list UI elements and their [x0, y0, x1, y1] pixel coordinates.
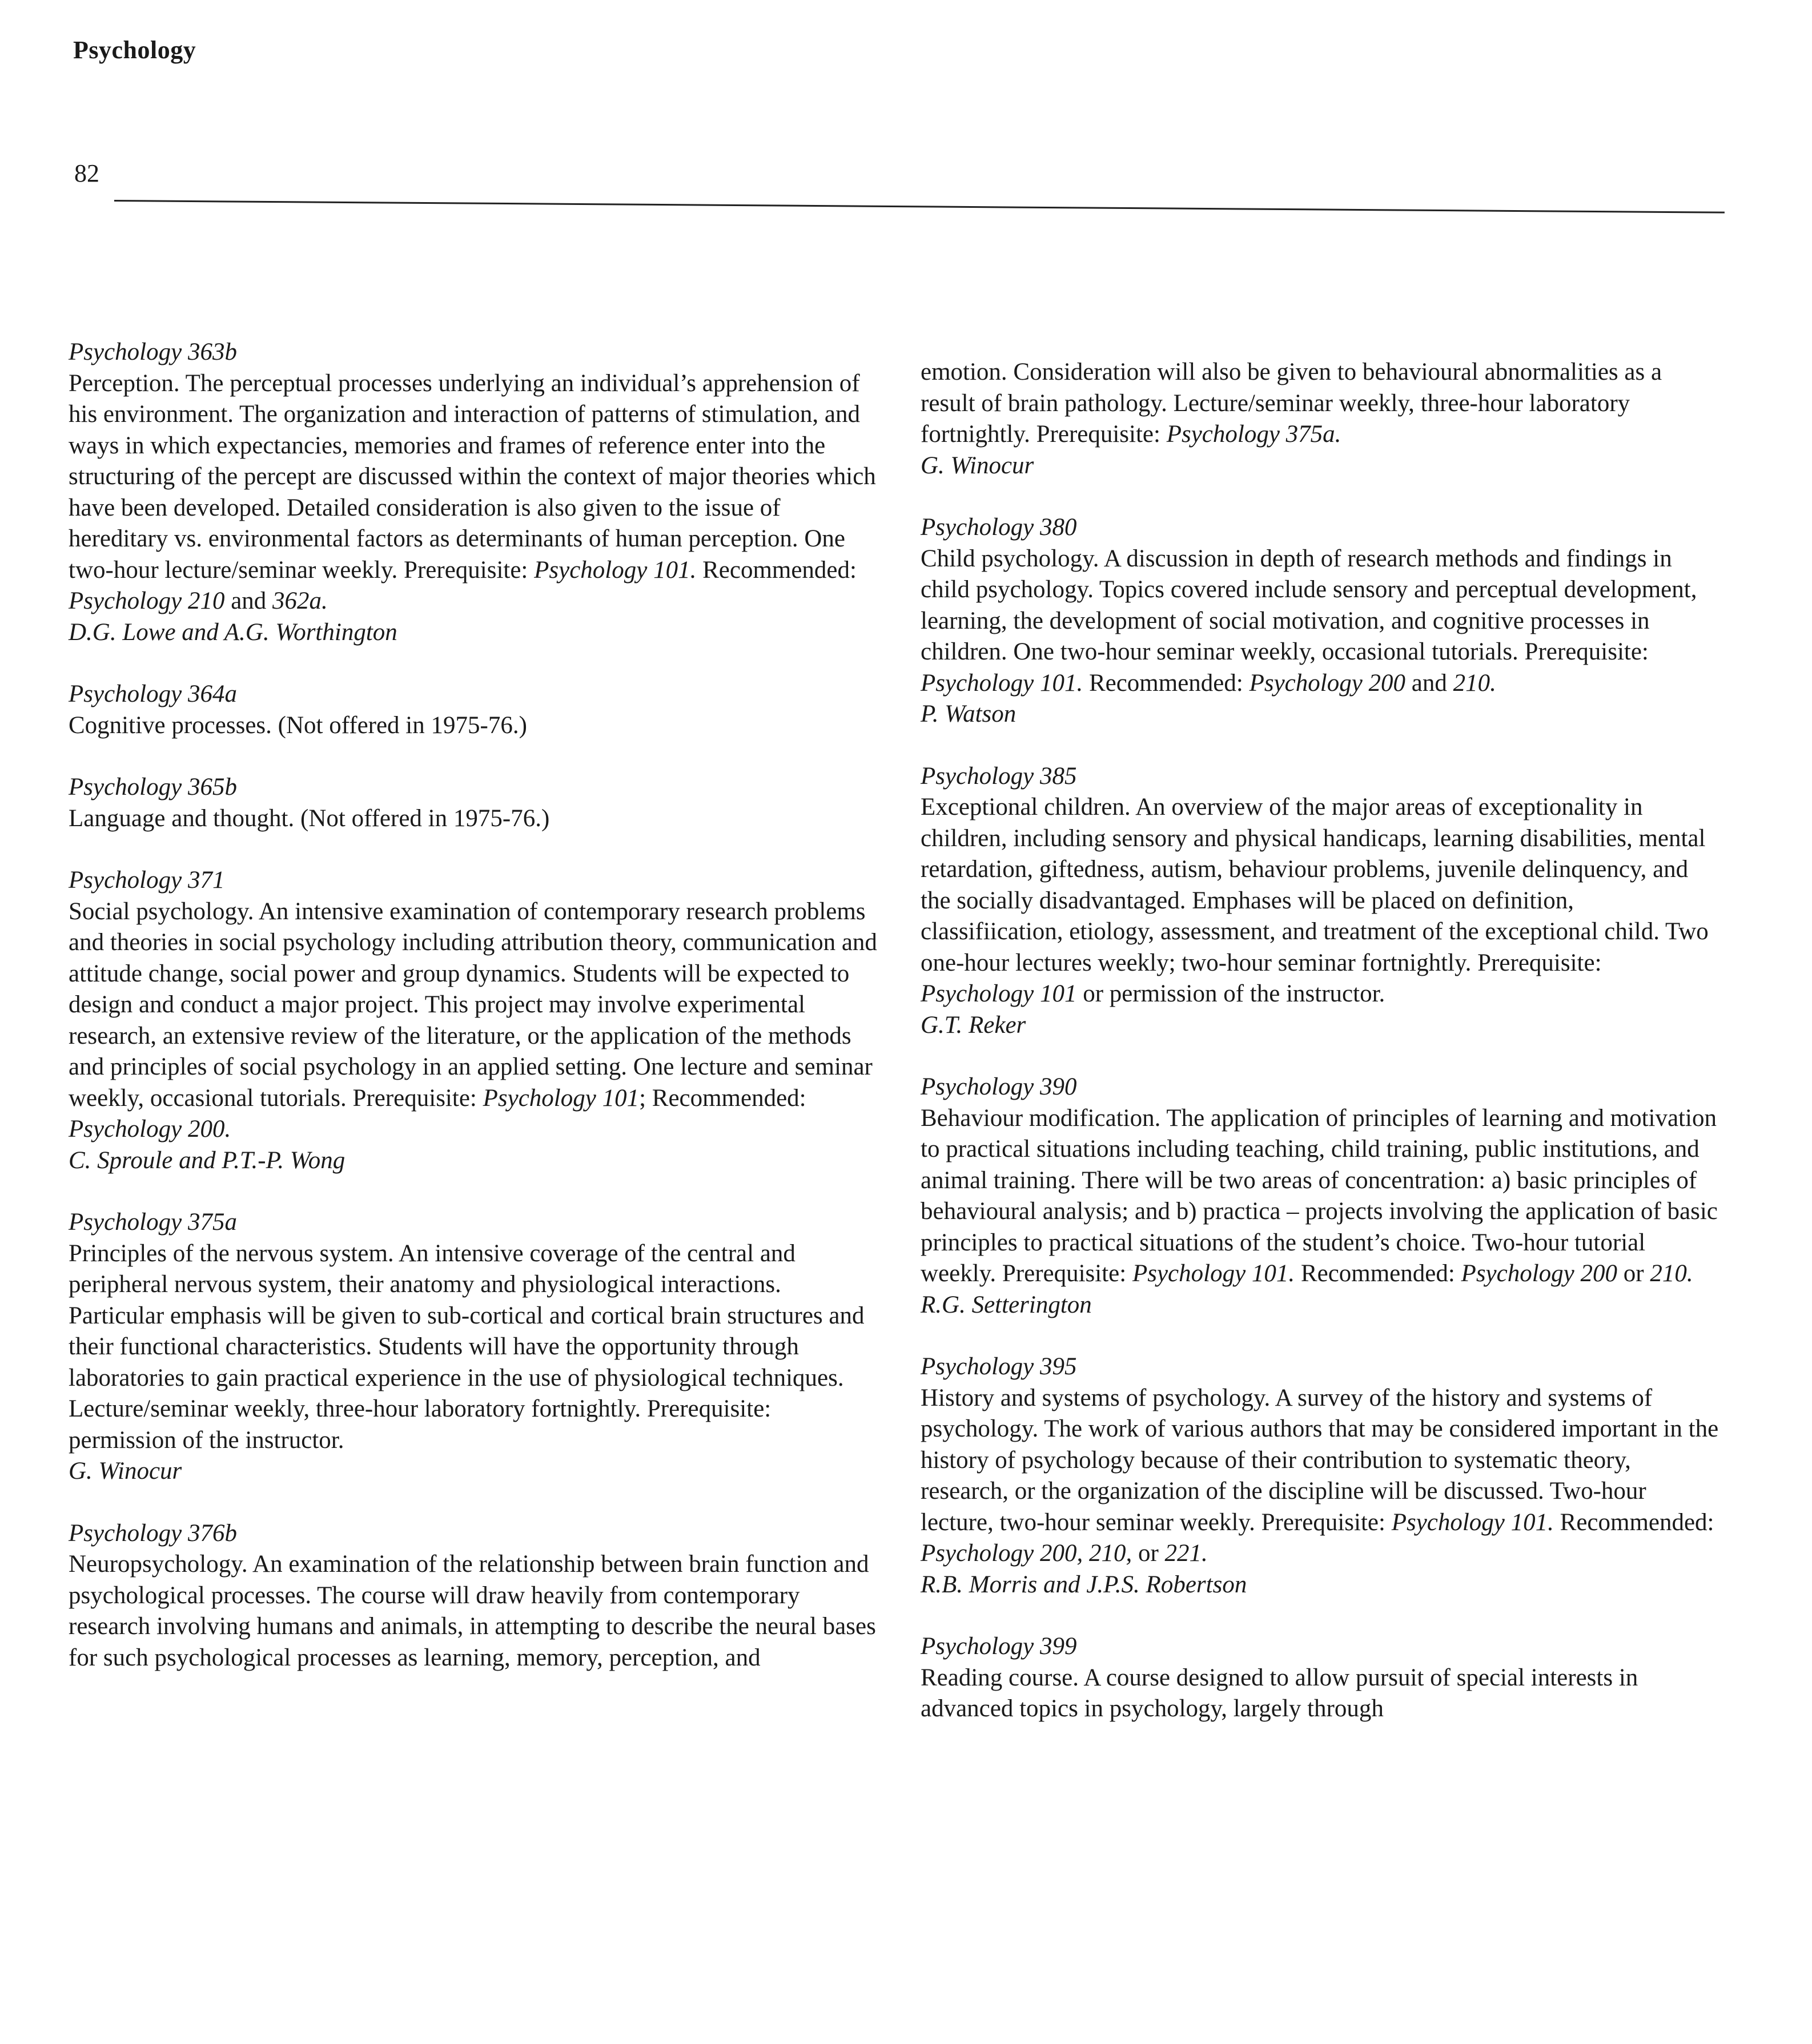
course-entry [921, 1072, 1720, 1321]
instructor-name: D.G. Lowe and A.G. Worthington [69, 618, 397, 646]
course-entry [921, 512, 1720, 730]
description-text: Social psychology. An intensive examination of contemporary research problems and theories in social psychology including attribution theory, communication and attitude change, social power and group dynamics. Students will be expected to design and conduct a major project. This project may involve experimental research, an extensive review of the literature, or the application of the methods and principles of social psychology in an applied setting. One lecture and seminar weekly, occasional tutorials. Prerequisite: [69, 898, 877, 1112]
course-code: Psychology 363b [69, 339, 237, 365]
course-code: Psychology 380 [921, 514, 1077, 541]
description-text: or permission of the instructor. [1076, 980, 1385, 1007]
course-entry [69, 1518, 879, 1674]
course-entry [921, 1351, 1720, 1600]
course-description [921, 1103, 1720, 1290]
course-reference: Psychology 101 [921, 980, 1077, 1007]
course-description [69, 803, 879, 835]
left-column [69, 337, 879, 1704]
course-description [69, 710, 879, 742]
course-reference: Psychology 101 [483, 1084, 640, 1112]
course-reference: Psychology 200 [1461, 1260, 1617, 1287]
description-text: Behaviour modification. The application of principles of learning and motivation to practical situations including teaching, child training, public institutions, and animal training. There will be two areas of concentration: a) basic principles of behavioural analysis; and b) practica – projects involving the application of basic principles to practical situations of the student’s choice. Two-hour tutorial weekly. Prerequisite: [921, 1104, 1718, 1287]
description-text: Perception. The perceptual processes underlying an individual’s apprehension of his environment. The organization and interaction of patterns of stimulation, and ways in which expectancies, memories and frames of reference enter into the structuring of the percept are discussed within the context of major theories which have been developed. Detailed consideration is also given to the issue of hereditary vs. environmental factors as determinants of human perception. One two-hour lecture/seminar weekly. Prerequisite: [69, 369, 876, 584]
instructor-name: P. Watson [921, 701, 1017, 727]
instructor-name: R.B. Morris and J.P.S. Robertson [921, 1571, 1247, 1598]
description-text: Recommended: [1295, 1260, 1461, 1287]
course-reference: Psychology 210 [69, 588, 225, 614]
course-reference: 210. [1453, 669, 1496, 697]
description-text: Neuropsychology. An examination of the relationship between brain function and psychological processes. The course will draw heavily from contemporary research involving humans and animals, in attempting to describe the neural bases for such psychological processes as learning, memory, perception, and [69, 1551, 876, 1671]
right-column [921, 357, 1720, 1756]
course-reference: Psychology 101. [1132, 1260, 1295, 1287]
course-reference: Psychology 101. [1391, 1508, 1554, 1536]
description-text: ; Recommended: [639, 1084, 806, 1112]
description-text: Recommended: [696, 556, 857, 584]
course-reference: Psychology 200. [69, 1116, 231, 1142]
course-entry [69, 772, 879, 834]
course-entry [69, 337, 879, 648]
description-text: or [1132, 1540, 1165, 1567]
description-text: Reading course. A course designed to allow pursuit of special interests in advanced topics in psychology, largely through [921, 1664, 1638, 1722]
course-description [921, 357, 1720, 450]
course-entry [69, 679, 879, 741]
course-entry [921, 357, 1720, 481]
course-reference: Psychology 375a. [1166, 421, 1341, 448]
course-code: Psychology 364a [69, 681, 237, 707]
course-description [69, 1238, 879, 1456]
course-code: Psychology 365b [69, 774, 237, 800]
description-text: or [1617, 1260, 1650, 1287]
running-head: Psychology [73, 36, 196, 64]
course-reference: Psychology 200, 210, [921, 1540, 1132, 1567]
description-text: History and systems of psychology. A survey of the history and systems of psychology. The work of various authors that may be considered important in the history of psychology because of their contribution to systematic theory, research, or the organization of the discipline will be discussed. Two-hour lecture, two-hour seminar weekly. Prerequisite: [921, 1384, 1719, 1536]
description-text: Cognitive processes. (Not offered in 1975-76.) [69, 711, 527, 739]
course-description [921, 544, 1720, 699]
course-description [921, 792, 1720, 1010]
description-text: Recommended: [1553, 1508, 1714, 1536]
instructor-name: G. Winocur [921, 452, 1034, 479]
course-code: Psychology 395 [921, 1353, 1077, 1380]
course-reference: Psychology 101. [534, 556, 697, 584]
course-description [69, 896, 879, 1145]
course-reference: 221. [1164, 1540, 1208, 1567]
course-description [921, 1663, 1720, 1725]
instructor-name: R.G. Setterington [921, 1291, 1092, 1318]
course-entry [921, 761, 1720, 1041]
instructor-name: C. Sproule and P.T.-P. Wong [69, 1146, 345, 1174]
course-entry [921, 1631, 1720, 1725]
header-rule [114, 200, 1725, 214]
course-code: Psychology 376b [69, 1519, 237, 1547]
description-text: and [1405, 669, 1453, 697]
course-code: Psychology 375a [69, 1209, 237, 1236]
course-reference: Psychology 101. [921, 669, 1083, 697]
description-text: Recommended: [1083, 669, 1249, 697]
description-text: Language and thought. (Not offered in 1975-76.) [69, 804, 550, 832]
course-code: Psychology 390 [921, 1073, 1077, 1100]
course-reference: 210. [1650, 1260, 1693, 1287]
description-text: Principles of the nervous system. An intensive coverage of the central and peripheral nervous system, their anatomy and physiological interactions. Particular emphasis will be given to sub-cortical and cortical brain structures and their functional characteristics. Students will have the opportunity through laboratories to gain practical experience in the use of physiological techniques. Lecture/seminar weekly, three-hour laboratory fortnightly. Prerequisite: permission of the instructor. [69, 1240, 865, 1454]
course-reference: 362a. [272, 588, 328, 614]
description-text: and [224, 588, 273, 614]
course-description [921, 1383, 1720, 1570]
description-text: Exceptional children. An overview of the major areas of exceptionality in children, including sensory and physical handicaps, learning disabilities, mental retardation, giftedness, autism, behaviour problems, juvenile delinquency, and the socially disadvantaged. Emphases will be placed on definition, classifiication, etiology, assessment, and treatment of the exceptional child. Two one-hour lectures weekly; two-hour seminar fortnightly. Prerequisite: [921, 794, 1709, 976]
course-code: Psychology 399 [921, 1633, 1077, 1660]
description-text: Child psychology. A discussion in depth of research methods and findings in child psychology. Topics covered include sensory and perceptual development, learning, the development of social motivation, and cognitive processes in children. One two-hour seminar weekly, occasional tutorials. Prerequisite: [921, 545, 1697, 665]
description-text: emotion. Consideration will also be given to behavioural abnormalities as a result of brain pathology. Lecture/seminar weekly, three-hour laboratory fortnightly. Prerequisite: [921, 359, 1662, 448]
course-code: Psychology 371 [69, 867, 225, 894]
page-number: 82 [74, 159, 99, 187]
course-description [69, 368, 879, 617]
course-description [69, 1549, 879, 1673]
course-entry [69, 1207, 879, 1487]
course-code: Psychology 385 [921, 762, 1077, 790]
instructor-name: G.T. Reker [921, 1011, 1026, 1039]
course-reference: Psychology 200 [1249, 669, 1406, 697]
course-entry [69, 865, 879, 1176]
instructor-name: G. Winocur [69, 1458, 182, 1484]
